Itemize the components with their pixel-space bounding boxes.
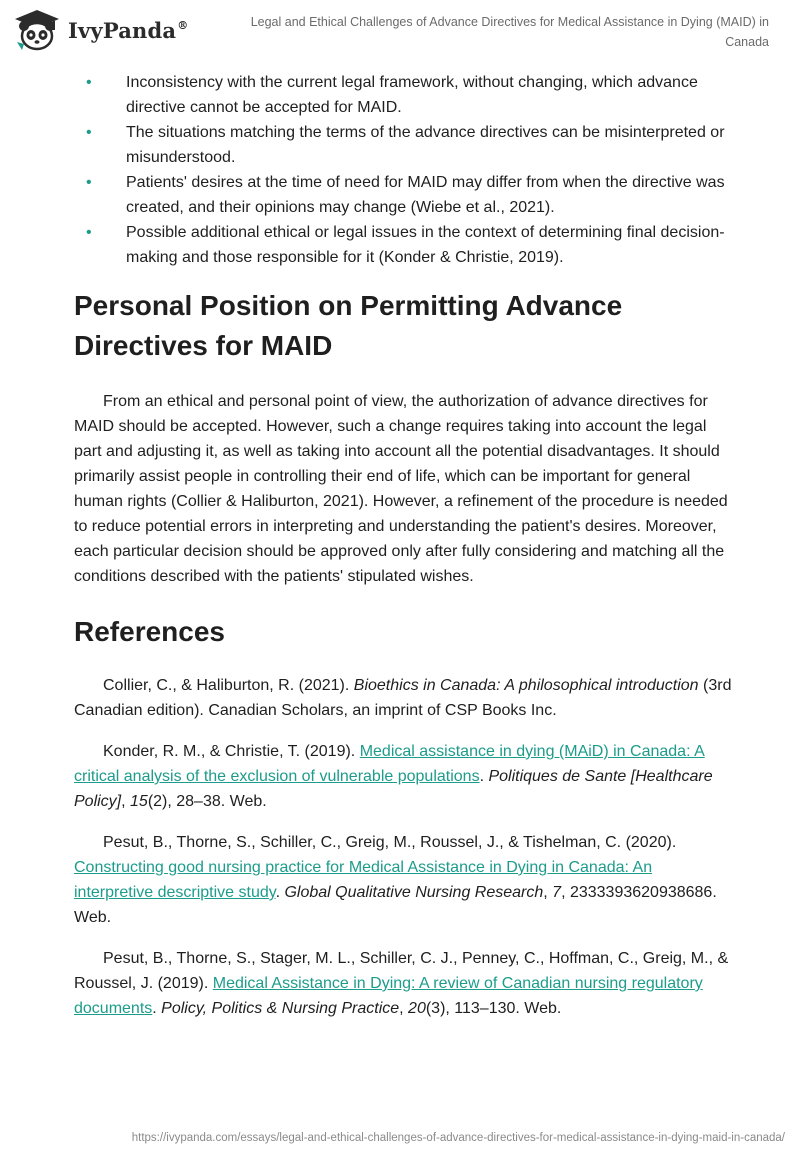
list-item: • Possible additional ethical or legal issues in the context of determining final decision-making and those responsible for it (Konder & Christie, 2019). — [74, 220, 734, 270]
reference-link[interactable]: Medical Assistance in Dying: A review of Canadian nursing regulatory documents — [74, 975, 703, 1017]
position-paragraph: From an ethical and personal point of view, the authorization of advance directives for MAID should be accepted. However, such a change requires taking into account the legal part and adjusting it, as well as taking into account all the potential disadvantages. It should primarily assist people in controlling their end of life, which can be important for general human rights (Collier & Haliburton, 2021). However, a refinement of the procedure is needed to reduce potential errors in interpreting and understanding the patient's desires. Moreover, each particular decision should be approved only after fully considering and matching all the conditions described with the patients' stipulated wishes. — [74, 393, 728, 585]
bullet-icon: • — [86, 174, 92, 191]
reference-item: Konder, R. M., & Christie, T. (2019). Medical assistance in dying (MAiD) in Canada: A critical analysis of the exclusion of vulnerable populations. Politiques de Sante [Healthcare Policy], 15(2), 28–38. Web. — [74, 743, 713, 810]
reference-item: Pesut, B., Thorne, S., Schiller, C., Greig, M., Roussel, J., & Tishelman, C. (2020). Constructing good nursing practice for Medical Assistance in Dying in Canada: An interpretive descriptive study. Global Qualitative Nursing Research, 7, 2333393620938686. Web. — [74, 834, 717, 926]
list-item: • Patients' desires at the time of need for MAID may differ from when the directive was created, and their opinions may change (Wiebe et al., 2021). — [74, 170, 734, 220]
ivypanda-logo[interactable] — [12, 8, 188, 52]
list-item: • The situations matching the terms of the advance directives can be misinterpreted or misunderstood. — [74, 120, 734, 170]
bullet-icon: • — [86, 224, 92, 241]
list-item: • Inconsistency with the current legal framework, without changing, which advance directive cannot be accepted for MAID. — [74, 70, 734, 120]
essay-content — [74, 70, 734, 1037]
document-title: Legal and Ethical Challenges of Advance Directives for Medical Assistance in Dying (MAID) in Canada — [250, 15, 769, 49]
reference-link[interactable]: Constructing good nursing practice for Medical Assistance in Dying in Canada: An interpretive descriptive study — [74, 859, 653, 901]
reference-link[interactable]: Medical assistance in dying (MAiD) in Canada: A critical analysis of the exclusion of vulnerable populations — [74, 743, 705, 785]
disadvantages-list — [74, 70, 734, 270]
reference-item: Pesut, B., Thorne, S., Stager, M. L., Schiller, C. J., Penney, C., Hoffman, C., Greig, M., & Roussel, J. (2019). Medical Assistance in Dying: A review of Canadian nursing regulatory documents. Policy, Politics & Nursing Practice, 20(3), 113–130. Web. — [74, 950, 729, 1017]
reference-list — [74, 673, 734, 1021]
bullet-icon: • — [86, 124, 92, 141]
section-heading-references: References — [74, 616, 225, 647]
section-heading-personal-position: Personal Position on Permitting Advance Directives for MAID — [74, 290, 623, 361]
reference-item: Collier, C., & Haliburton, R. (2021). Bioethics in Canada: A philosophical introduction (3rd Canadian edition). Canadian Scholars, an imprint of CSP Books Inc. — [74, 677, 732, 719]
brand-name: IvyPanda® — [68, 17, 189, 43]
page-header — [0, 0, 800, 60]
panda-graduate-icon — [12, 8, 62, 52]
bullet-icon: • — [86, 74, 92, 91]
page-url-footer: https://ivypanda.com/essays/legal-and-ethical-challenges-of-advance-directives-for-medical-assistance-in-dying-maid-in-canada/ — [131, 1132, 785, 1144]
